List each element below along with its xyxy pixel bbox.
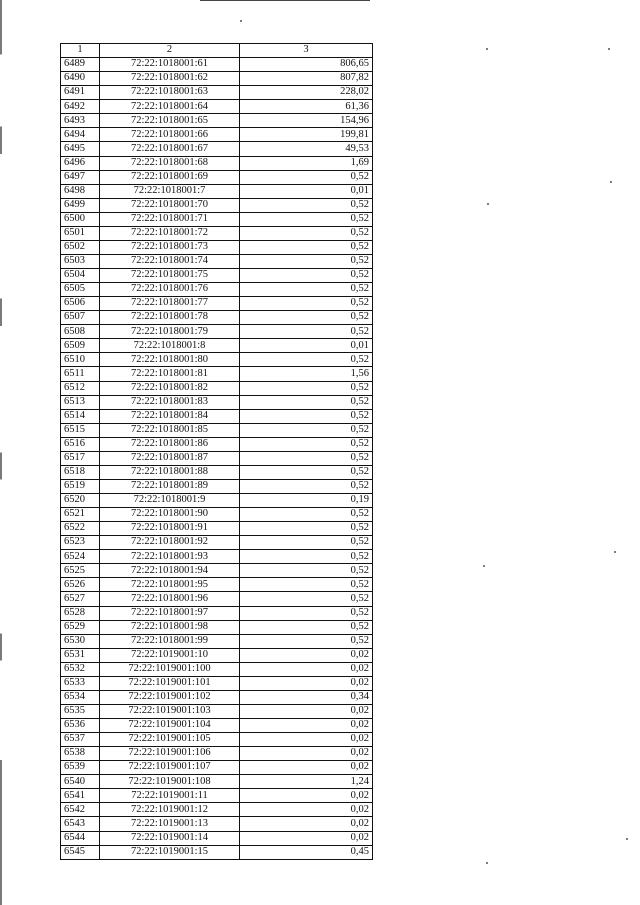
row-number-cell: 6540 [61,775,100,789]
row-number-cell: 6492 [61,100,100,114]
row-number-cell: 6505 [61,283,100,297]
row-number-cell: 6516 [61,437,100,451]
scan-speck [608,48,610,50]
row-number-cell: 6514 [61,409,100,423]
area-value-cell: 0,52 [240,451,373,465]
row-number-cell: 6506 [61,297,100,311]
cadastral-number-cell: 72:22:1019001:107 [100,761,240,775]
row-number-cell: 6544 [61,831,100,845]
table-row [61,170,373,184]
table-row [61,479,373,493]
row-number-cell: 6536 [61,719,100,733]
table-row [61,142,373,156]
cadastral-number-cell: 72:22:1018001:94 [100,564,240,578]
area-value-cell: 0,52 [240,508,373,522]
table-row [61,803,373,817]
cadastral-number-cell: 72:22:1019001:13 [100,817,240,831]
cadastral-number-cell: 72:22:1019001:101 [100,676,240,690]
row-number-cell: 6499 [61,198,100,212]
cadastral-number-cell: 72:22:1018001:74 [100,254,240,268]
table-row [61,536,373,550]
scan-speck [240,20,242,22]
table-row [61,634,373,648]
area-value-cell: 0,02 [240,704,373,718]
scan-speck [626,838,628,840]
cadastral-number-cell: 72:22:1019001:11 [100,789,240,803]
table-row [61,381,373,395]
row-number-cell: 6515 [61,423,100,437]
cadastral-number-cell: 72:22:1018001:92 [100,536,240,550]
table-row [61,817,373,831]
area-value-cell: 0,52 [240,578,373,592]
scan-top-edge [200,0,370,1]
table-row [61,254,373,268]
column-header-3: 3 [240,44,373,58]
row-number-cell: 6541 [61,789,100,803]
row-number-cell: 6524 [61,550,100,564]
table-row [61,212,373,226]
cadastral-number-cell: 72:22:1018001:66 [100,128,240,142]
cadastral-number-cell: 72:22:1019001:10 [100,648,240,662]
table-row [61,564,373,578]
cadastral-number-cell: 72:22:1018001:61 [100,58,240,72]
area-value-cell: 0,52 [240,564,373,578]
table-row [61,156,373,170]
cadastral-number-cell: 72:22:1019001:12 [100,803,240,817]
table-row [61,128,373,142]
cadastral-number-cell: 72:22:1018001:86 [100,437,240,451]
row-number-cell: 6498 [61,184,100,198]
cadastral-number-cell: 72:22:1018001:89 [100,479,240,493]
cadastral-number-cell: 72:22:1018001:83 [100,395,240,409]
area-value-cell: 61,36 [240,100,373,114]
row-number-cell: 6502 [61,240,100,254]
cadastral-number-cell: 72:22:1019001:106 [100,747,240,761]
area-value-cell: 0,52 [240,381,373,395]
area-value-cell: 0,01 [240,184,373,198]
row-number-cell: 6493 [61,114,100,128]
table-row [61,676,373,690]
table-row [61,269,373,283]
cadastral-number-cell: 72:22:1018001:80 [100,353,240,367]
table-row [61,775,373,789]
cadastral-number-cell: 72:22:1018001:70 [100,198,240,212]
cadastral-number-cell: 72:22:1018001:62 [100,72,240,86]
row-number-cell: 6508 [61,325,100,339]
cadastral-number-cell: 72:22:1019001:100 [100,662,240,676]
table-row [61,789,373,803]
cadastral-number-cell: 72:22:1018001:84 [100,409,240,423]
cadastral-number-cell: 72:22:1019001:105 [100,733,240,747]
row-number-cell: 6513 [61,395,100,409]
area-value-cell: 807,82 [240,72,373,86]
table-row [61,339,373,353]
area-value-cell: 0,45 [240,845,373,859]
cadastral-number-cell: 72:22:1018001:81 [100,367,240,381]
cadastral-number-cell: 72:22:1018001:7 [100,184,240,198]
area-value-cell: 0,52 [240,325,373,339]
row-number-cell: 6535 [61,704,100,718]
row-number-cell: 6530 [61,634,100,648]
table-row [61,283,373,297]
area-value-cell: 0,02 [240,831,373,845]
table-row [61,508,373,522]
table-row [61,451,373,465]
table-row [61,367,373,381]
row-number-cell: 6500 [61,212,100,226]
cadastral-number-cell: 72:22:1019001:14 [100,831,240,845]
cadastral-number-cell: 72:22:1018001:96 [100,592,240,606]
cadastral-number-cell: 72:22:1018001:76 [100,283,240,297]
cadastral-number-cell: 72:22:1018001:77 [100,297,240,311]
cadastral-number-cell: 72:22:1018001:75 [100,269,240,283]
cadastral-number-cell: 72:22:1018001:79 [100,325,240,339]
table-row [61,831,373,845]
row-number-cell: 6512 [61,381,100,395]
table-row [61,409,373,423]
area-value-cell: 806,65 [240,58,373,72]
cadastral-number-cell: 72:22:1018001:68 [100,156,240,170]
table-row [61,114,373,128]
row-number-cell: 6510 [61,353,100,367]
scan-speck [614,551,616,553]
area-value-cell: 0,52 [240,606,373,620]
area-value-cell: 199,81 [240,128,373,142]
row-number-cell: 6543 [61,817,100,831]
table-row [61,297,373,311]
area-value-cell: 0,02 [240,662,373,676]
cadastral-number-cell: 72:22:1018001:8 [100,339,240,353]
table-row [61,198,373,212]
row-number-cell: 6489 [61,58,100,72]
row-number-cell: 6538 [61,747,100,761]
row-number-cell: 6520 [61,494,100,508]
row-number-cell: 6491 [61,86,100,100]
row-number-cell: 6531 [61,648,100,662]
area-value-cell: 1,69 [240,156,373,170]
table-row [61,522,373,536]
table-row [61,733,373,747]
row-number-cell: 6522 [61,522,100,536]
table-row [61,72,373,86]
area-value-cell: 0,02 [240,761,373,775]
cadastral-number-cell: 72:22:1018001:65 [100,114,240,128]
area-value-cell: 0,52 [240,550,373,564]
scan-speck [486,48,488,50]
row-number-cell: 6533 [61,676,100,690]
table-row [61,578,373,592]
row-number-cell: 6521 [61,508,100,522]
area-value-cell: 0,52 [240,198,373,212]
row-number-cell: 6511 [61,367,100,381]
row-number-cell: 6518 [61,465,100,479]
area-value-cell: 228,02 [240,86,373,100]
row-number-cell: 6501 [61,226,100,240]
table-row [61,690,373,704]
table-row [61,592,373,606]
column-header-2: 2 [100,44,240,58]
row-number-cell: 6537 [61,733,100,747]
area-value-cell: 0,52 [240,409,373,423]
area-value-cell: 0,52 [240,283,373,297]
scan-speck [486,862,488,864]
row-number-cell: 6497 [61,170,100,184]
cadastral-number-cell: 72:22:1018001:63 [100,86,240,100]
area-value-cell: 0,19 [240,494,373,508]
area-value-cell: 0,52 [240,311,373,325]
cadastral-number-cell: 72:22:1018001:91 [100,522,240,536]
table-row [61,845,373,859]
row-number-cell: 6496 [61,156,100,170]
area-value-cell: 0,02 [240,789,373,803]
area-value-cell: 0,02 [240,719,373,733]
cadastral-number-cell: 72:22:1018001:73 [100,240,240,254]
table-row [61,620,373,634]
row-number-cell: 6494 [61,128,100,142]
row-number-cell: 6534 [61,690,100,704]
table-row [61,240,373,254]
area-value-cell: 0,52 [240,170,373,184]
cadastral-number-cell: 72:22:1018001:99 [100,634,240,648]
table-row [61,311,373,325]
area-value-cell: 0,52 [240,634,373,648]
cadastral-number-cell: 72:22:1018001:98 [100,620,240,634]
scan-speck [487,203,489,205]
area-value-cell: 0,52 [240,522,373,536]
area-value-cell: 0,02 [240,676,373,690]
area-value-cell: 0,52 [240,212,373,226]
area-value-cell: 0,52 [240,240,373,254]
cadastral-number-cell: 72:22:1018001:87 [100,451,240,465]
area-value-cell: 0,02 [240,803,373,817]
area-value-cell: 0,52 [240,479,373,493]
scan-left-edge [0,0,2,905]
area-value-cell: 0,52 [240,423,373,437]
area-value-cell: 0,52 [240,395,373,409]
table-row [61,761,373,775]
table-header-row [61,44,373,58]
row-number-cell: 6509 [61,339,100,353]
cadastral-number-cell: 72:22:1018001:69 [100,170,240,184]
table-row [61,465,373,479]
area-value-cell: 0,02 [240,817,373,831]
table-row [61,423,373,437]
area-value-cell: 0,52 [240,226,373,240]
area-value-cell: 1,56 [240,367,373,381]
table-row [61,704,373,718]
area-value-cell: 0,34 [240,690,373,704]
cadastral-number-cell: 72:22:1018001:90 [100,508,240,522]
row-number-cell: 6507 [61,311,100,325]
area-value-cell: 0,02 [240,648,373,662]
table-row [61,58,373,72]
cadastral-number-cell: 72:22:1018001:82 [100,381,240,395]
table-row [61,606,373,620]
row-number-cell: 6495 [61,142,100,156]
row-number-cell: 6525 [61,564,100,578]
row-number-cell: 6504 [61,269,100,283]
row-number-cell: 6490 [61,72,100,86]
table-row [61,662,373,676]
table-body [61,58,373,860]
area-value-cell: 0,02 [240,733,373,747]
cadastral-number-cell: 72:22:1018001:88 [100,465,240,479]
cadastral-number-cell: 72:22:1018001:71 [100,212,240,226]
cadastral-number-cell: 72:22:1018001:67 [100,142,240,156]
area-value-cell: 0,52 [240,592,373,606]
cadastral-number-cell: 72:22:1018001:9 [100,494,240,508]
area-value-cell: 49,53 [240,142,373,156]
area-value-cell: 0,52 [240,297,373,311]
row-number-cell: 6503 [61,254,100,268]
row-number-cell: 6526 [61,578,100,592]
table-row [61,494,373,508]
cadastral-number-cell: 72:22:1019001:104 [100,719,240,733]
cadastral-number-cell: 72:22:1018001:85 [100,423,240,437]
row-number-cell: 6517 [61,451,100,465]
area-value-cell: 0,52 [240,353,373,367]
table-row [61,550,373,564]
cadastral-number-cell: 72:22:1019001:108 [100,775,240,789]
area-value-cell: 154,96 [240,114,373,128]
area-value-cell: 0,01 [240,339,373,353]
cadastral-number-cell: 72:22:1019001:103 [100,704,240,718]
cadastral-number-cell: 72:22:1018001:95 [100,578,240,592]
cadastral-number-cell: 72:22:1018001:64 [100,100,240,114]
row-number-cell: 6519 [61,479,100,493]
scan-speck [483,565,485,567]
table-row [61,86,373,100]
area-value-cell: 0,52 [240,620,373,634]
row-number-cell: 6529 [61,620,100,634]
table-row [61,100,373,114]
row-number-cell: 6542 [61,803,100,817]
row-number-cell: 6545 [61,845,100,859]
table-row [61,325,373,339]
table-row [61,437,373,451]
scan-speck [610,181,612,183]
table-row [61,184,373,198]
column-header-1: 1 [61,44,100,58]
row-number-cell: 6527 [61,592,100,606]
cadastral-number-cell: 72:22:1018001:78 [100,311,240,325]
table-row [61,395,373,409]
area-value-cell: 0,52 [240,465,373,479]
area-value-cell: 1,24 [240,775,373,789]
row-number-cell: 6532 [61,662,100,676]
table-row [61,648,373,662]
area-value-cell: 0,52 [240,269,373,283]
area-value-cell: 0,02 [240,747,373,761]
cadastral-number-cell: 72:22:1018001:72 [100,226,240,240]
cadastral-number-cell: 72:22:1019001:102 [100,690,240,704]
table-row [61,719,373,733]
cadastral-number-cell: 72:22:1019001:15 [100,845,240,859]
table-row [61,353,373,367]
table-row [61,226,373,240]
row-number-cell: 6539 [61,761,100,775]
cadastral-number-cell: 72:22:1018001:93 [100,550,240,564]
cadastral-table [60,43,373,860]
row-number-cell: 6528 [61,606,100,620]
area-value-cell: 0,52 [240,254,373,268]
row-number-cell: 6523 [61,536,100,550]
cadastral-number-cell: 72:22:1018001:97 [100,606,240,620]
table-row [61,747,373,761]
area-value-cell: 0,52 [240,437,373,451]
area-value-cell: 0,52 [240,536,373,550]
